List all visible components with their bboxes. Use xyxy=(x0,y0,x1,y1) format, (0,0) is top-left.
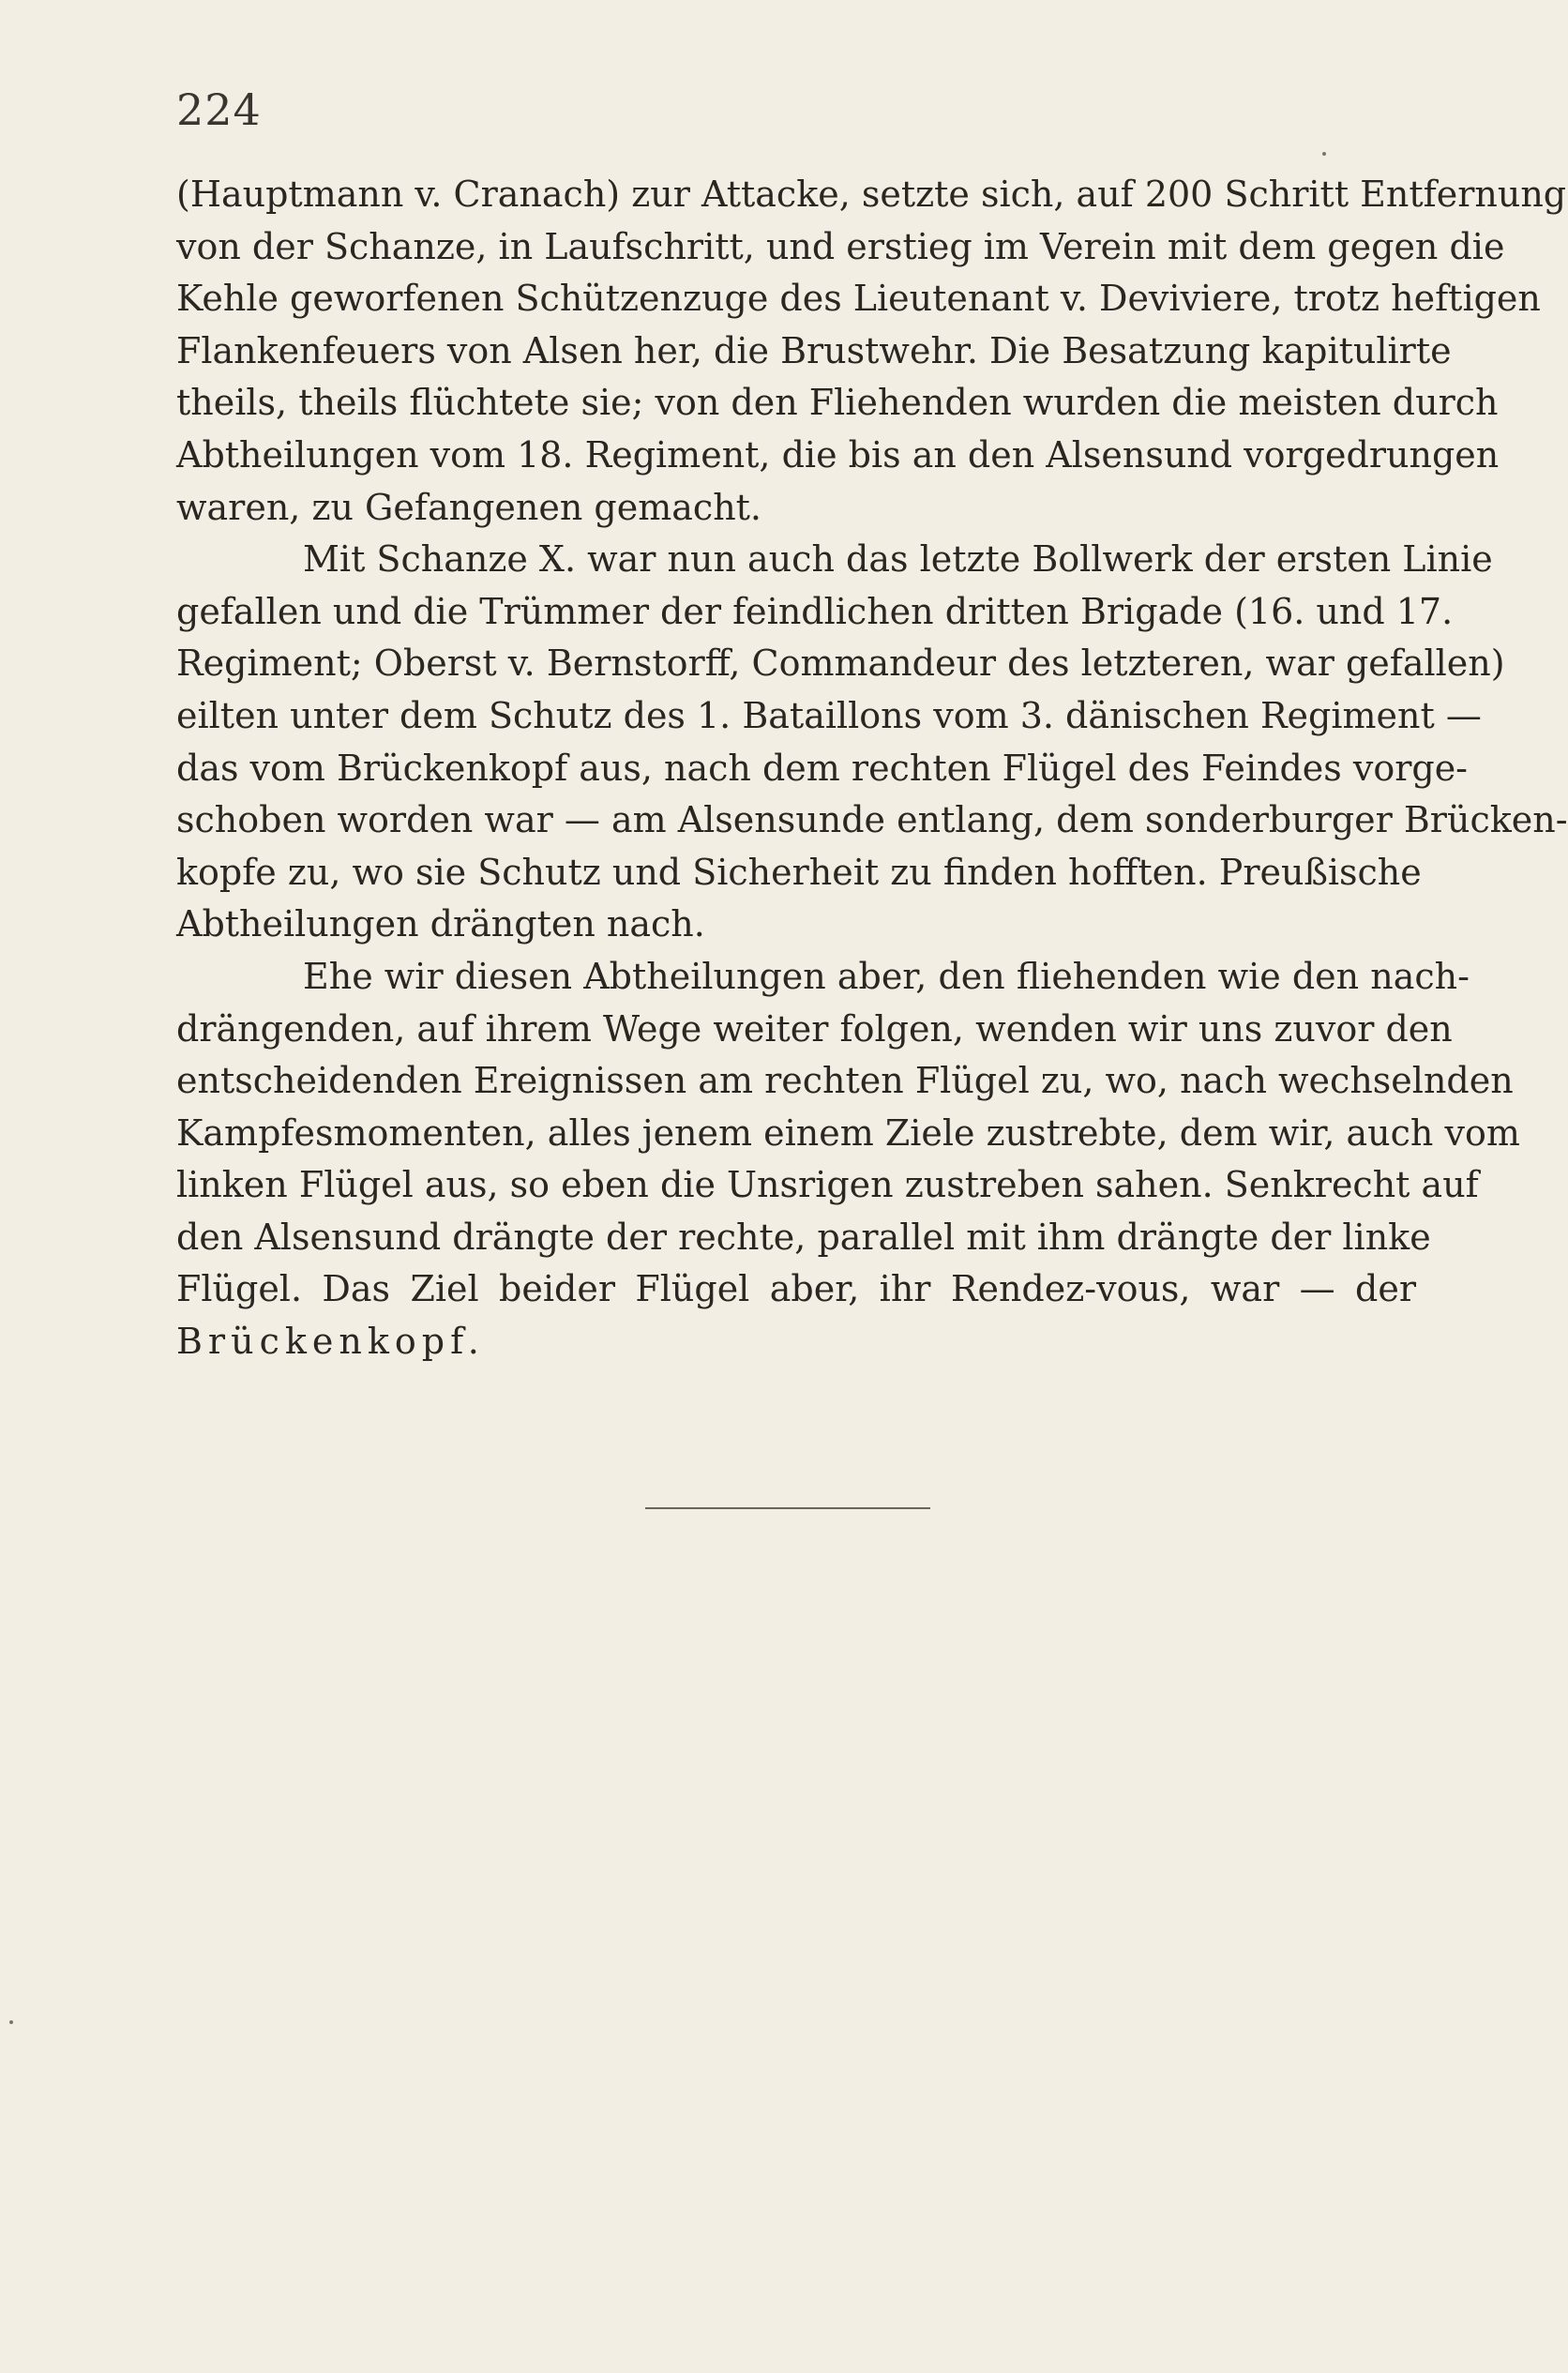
text-line: den Alsensund drängte der rechte, parallel mit ihm drängte der linke xyxy=(176,1216,1431,1258)
section-divider xyxy=(645,1507,930,1509)
text-line: kopfe zu, wo sie Schutz und Sicherheit zu finden hofften. Preußische xyxy=(176,851,1422,893)
text-line: linken Flügel aus, so eben die Unsrigen zustreben sahen. Senkrecht auf xyxy=(176,1164,1479,1206)
paper-speck xyxy=(1322,152,1326,156)
body-text xyxy=(176,169,1568,1368)
text-line: Kehle geworfenen Schützenzuge des Lieutenant v. Deviviere, trotz heftigen xyxy=(176,278,1541,320)
text-line: Flankenfeuers von Alsen her, die Brustwehr. Die Besatzung kapitulirte xyxy=(176,329,1452,371)
text-line: Mit Schanze X. war nun auch das letzte Bollwerk der ersten Linie xyxy=(303,538,1493,581)
text-line: von der Schanze, in Laufschritt, und erstieg im Verein mit dem gegen die xyxy=(176,225,1505,267)
text-line: drängenden, auf ihrem Wege weiter folgen, wenden wir uns zuvor den xyxy=(176,1007,1453,1050)
text-line: Ehe wir diesen Abtheilungen aber, den fliehenden wie den nach- xyxy=(303,955,1470,997)
text-line: Abtheilungen vom 18. Regiment, die bis an den Alsensund vorgedrungen xyxy=(176,433,1500,476)
text-line: gefallen und die Trümmer der feindlichen dritten Brigade (16. und 17. xyxy=(176,590,1454,632)
text-line: (Hauptmann v. Cranach) zur Attacke, setzte sich, auf 200 Schritt Entfernung xyxy=(176,174,1567,215)
text-line: Abtheilungen drängten nach. xyxy=(176,903,705,945)
text-line: waren, zu Gefangenen gemacht. xyxy=(176,486,762,528)
page-number: 224 xyxy=(176,84,262,135)
text-line: eilten unter dem Schutz des 1. Bataillons vom 3. dänischen Regiment — xyxy=(176,694,1482,736)
text-line: entscheidenden Ereignissen am rechten Flügel zu, wo, nach wechselnden xyxy=(176,1060,1514,1102)
text-line: das vom Brückenkopf aus, nach dem rechten Flügel des Feindes vorge- xyxy=(176,747,1469,789)
text-line: Regiment; Oberst v. Bernstorff, Commandeur des letzteren, war gefallen) xyxy=(176,642,1505,685)
text-line: Flügel. Das Ziel beider Flügel aber, ihr Rendez-vous, war — der xyxy=(176,1268,1416,1310)
text-line: Brückenkopf. xyxy=(176,1321,485,1363)
text-line: Kampfesmomenten, alles jenem einem Ziele zustrebte, dem wir, auch vom xyxy=(176,1111,1520,1154)
paper-speck xyxy=(9,2020,13,2024)
text-line: schoben worden war — am Alsensunde entlang, dem sonderburger Brücken- xyxy=(176,799,1568,841)
text-line: theils, theils flüchtete sie; von den Fliehenden wurden die meisten durch xyxy=(176,382,1499,424)
